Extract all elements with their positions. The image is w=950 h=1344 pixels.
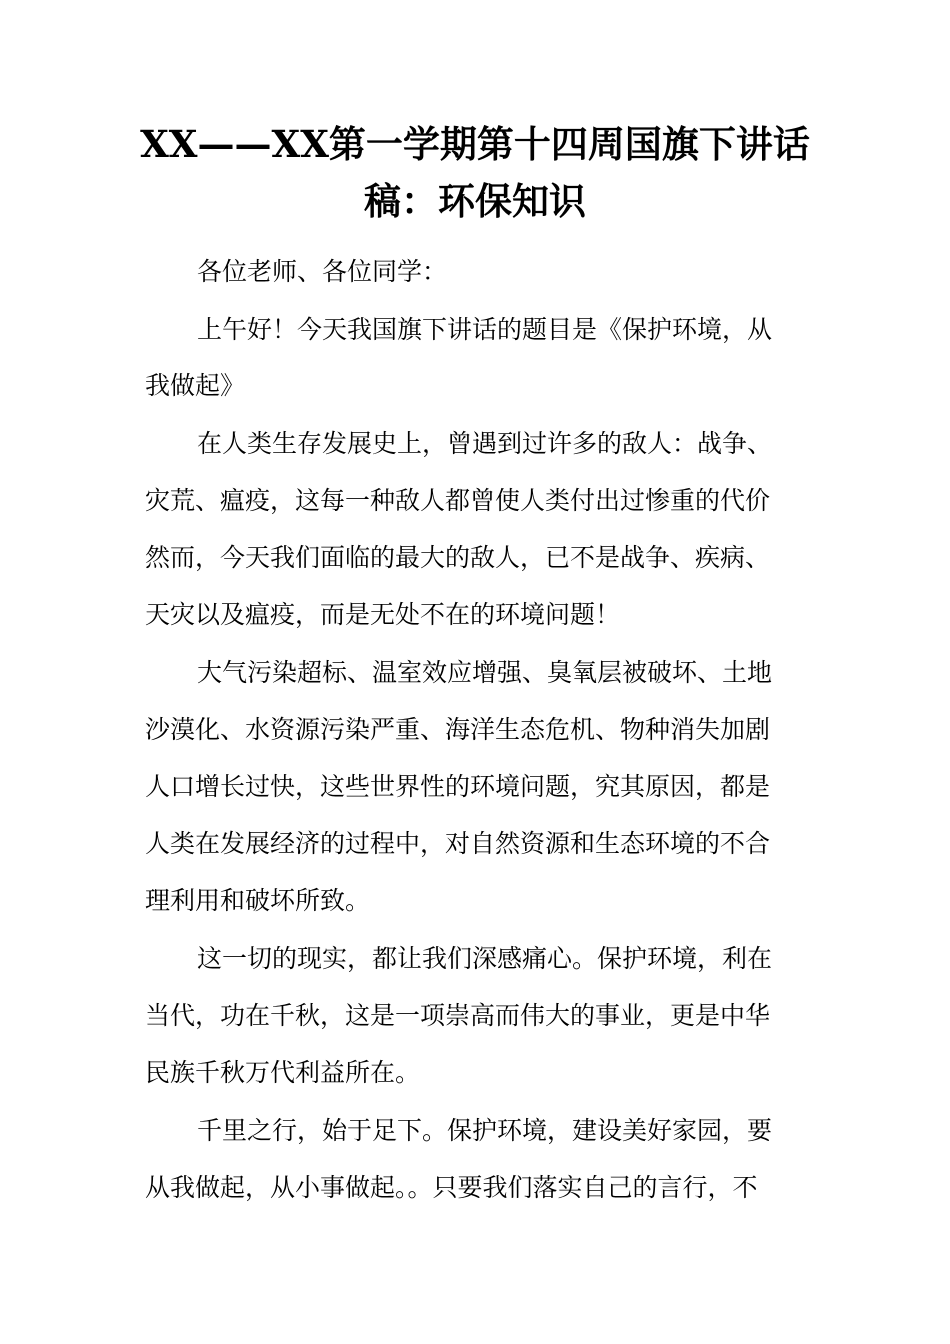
paragraph-line: 天灾以及瘟疫，而是无处不在的环境问题！: [145, 600, 621, 629]
paragraph-line: 从我做起，从小事做起。。只要我们落实自己的言行，不: [145, 1173, 758, 1202]
paragraph-line: 当代，功在千秋，这是一项崇高而伟大的事业，更是中华: [145, 1001, 771, 1030]
paragraph-line: 民族千秋万代利益所在。: [145, 1058, 421, 1087]
paragraph-line: 上午好！今天我国旗下讲话的题目是《保护环境，从: [197, 315, 773, 344]
document-title-line-2: 稿：环保知识: [364, 179, 586, 223]
paragraph-line: 这一切的现实，都让我们深感痛心。保护环境，利在: [197, 944, 773, 973]
paragraph-line: 然而，今天我们面临的最大的敌人，已不是战争、疾病、: [145, 543, 771, 572]
paragraph-line: 千里之行，始于足下。保护环境，建设美好家园，要: [197, 1116, 773, 1145]
paragraph-line: 人口增长过快，这些世界性的环境问题，究其原因，都是: [145, 772, 771, 801]
paragraph-line: 人类在发展经济的过程中，对自然资源和生态环境的不合: [145, 829, 771, 858]
paragraph-line: 沙漠化、水资源污染严重、海洋生态危机、物种消失加剧: [145, 715, 771, 744]
paragraph-line: 理利用和破坏所致。: [145, 886, 371, 915]
paragraph-line: 在人类生存发展史上，曾遇到过许多的敌人：战争、: [197, 429, 773, 458]
document-title-line-1: XX——XX第一学期第十四周国旗下讲话: [140, 122, 810, 166]
paragraph-line: 大气污染超标、温室效应增强、臭氧层被破坏、土地: [197, 658, 773, 687]
paragraph-line: 我做起》: [145, 371, 246, 400]
greeting-line: 各位老师、各位同学：: [197, 257, 448, 286]
paragraph-line: 灾荒、瘟疫，这每一种敌人都曾使人类付出过惨重的代价: [145, 486, 771, 515]
